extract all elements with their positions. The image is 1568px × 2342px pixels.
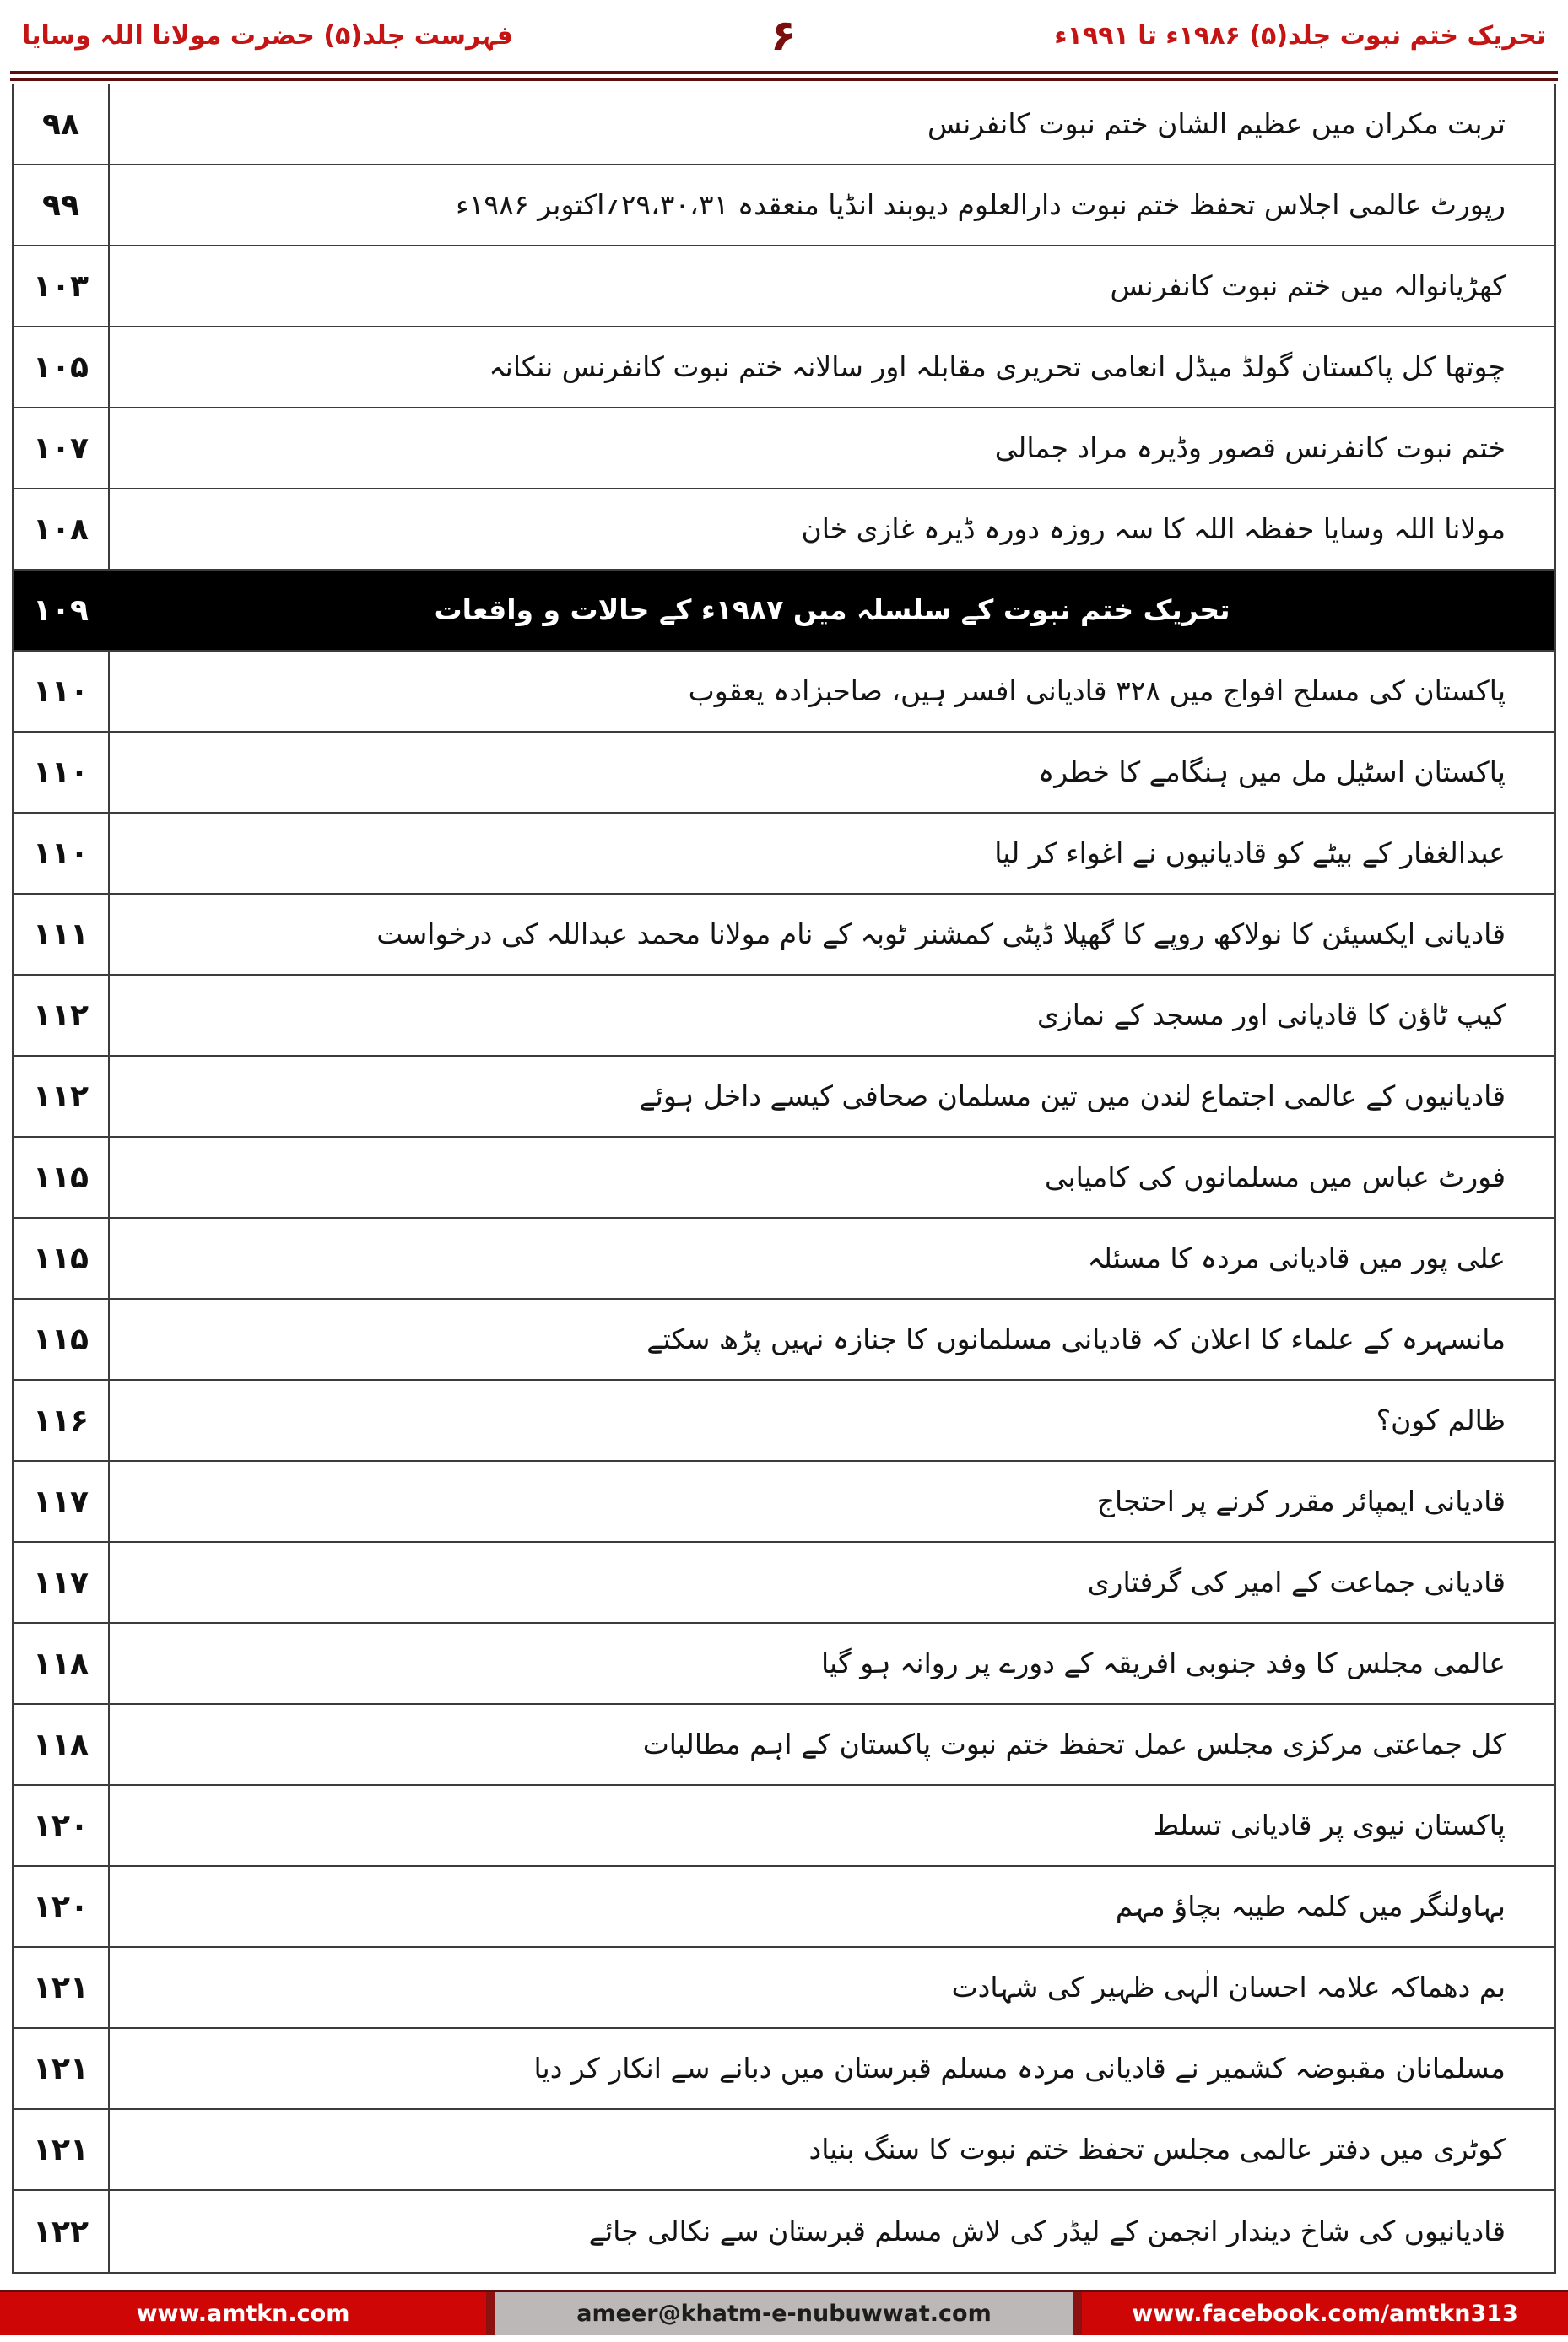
toc-row bbox=[14, 1948, 1554, 2029]
page-number: ۱۲۱ bbox=[14, 2029, 110, 2108]
toc-row bbox=[14, 814, 1554, 895]
page-number: ۱۱۰ bbox=[14, 814, 110, 893]
toc-row bbox=[14, 246, 1554, 327]
toc-row bbox=[14, 1381, 1554, 1462]
toc-row bbox=[14, 2110, 1554, 2191]
entry-title: تربت مکران میں عظیم الشان ختم نبوت کانفرنس bbox=[927, 107, 1506, 141]
toc-row bbox=[14, 408, 1554, 489]
page-number: ۹۹ bbox=[14, 165, 110, 245]
toc-section-header-row bbox=[14, 571, 1554, 652]
entry-title: عبدالغفار کے بیٹے کو قادیانیوں نے اغواء کر لیا bbox=[994, 836, 1506, 870]
header-left-title: فہرست جلد(۵) حضرت مولانا اللہ وسایا bbox=[22, 20, 513, 51]
entry-title: فورٹ عباس میں مسلمانوں کی کامیابی bbox=[1044, 1160, 1506, 1194]
page-number: ۱۰۸ bbox=[14, 489, 110, 569]
toc-row bbox=[14, 2191, 1554, 2272]
footer-email-link[interactable]: ameer@khatm-e-nubuwwat.com bbox=[495, 2292, 1073, 2335]
toc-row bbox=[14, 1543, 1554, 1624]
page-number: ۱۱۵ bbox=[14, 1219, 110, 1298]
toc-row bbox=[14, 1462, 1554, 1543]
entry-title: پاکستان نیوی پر قادیانی تسلط bbox=[1153, 1809, 1506, 1842]
entry-title: رپورٹ عالمی اجلاس تحفظ ختم نبوت دارالعلوم دیوبند انڈیا منعقدہ ۲۹،۳۰،۳۱؍اکتوبر ۱۹۸۶ء bbox=[456, 188, 1506, 222]
entry-title: کیپ ٹاؤن کا قادیانی اور مسجد کے نمازی bbox=[1036, 998, 1506, 1032]
entry-title: ظالم کون؟ bbox=[1376, 1404, 1506, 1437]
toc-row bbox=[14, 2029, 1554, 2110]
toc-row bbox=[14, 489, 1554, 571]
toc-table bbox=[12, 84, 1556, 2274]
page-header bbox=[0, 0, 1568, 71]
page-number: ۱۱۶ bbox=[14, 1381, 110, 1460]
entry-title: کھڑیانوالہ میں ختم نبوت کانفرنس bbox=[1110, 269, 1506, 303]
toc-row bbox=[14, 1705, 1554, 1786]
toc-row bbox=[14, 1138, 1554, 1219]
page-number: ۱۰۵ bbox=[14, 327, 110, 407]
toc-row bbox=[14, 165, 1554, 246]
entry-title: کل جماعتی مرکزی مجلس عمل تحفظ ختم نبوت پاکستان کے اہم مطالبات bbox=[642, 1728, 1506, 1761]
page-number: ۱۰۷ bbox=[14, 408, 110, 488]
entry-title: ختم نبوت کانفرنس قصور وڈیرہ مراد جمالی bbox=[994, 431, 1506, 465]
page-number: ۱۱۸ bbox=[14, 1624, 110, 1703]
toc-row bbox=[14, 1786, 1554, 1867]
toc-row bbox=[14, 652, 1554, 733]
entry-title: علی پور میں قادیانی مردہ کا مسئلہ bbox=[1087, 1241, 1506, 1275]
page-number: ۱۲۰ bbox=[14, 1867, 110, 1946]
toc-row bbox=[14, 1300, 1554, 1381]
entry-title: قادیانی جماعت کے امیر کی گرفتاری bbox=[1087, 1566, 1506, 1599]
toc-row bbox=[14, 1219, 1554, 1300]
entry-title: بہاولنگر میں کلمہ طیبہ بچاؤ مہم bbox=[1115, 1890, 1506, 1923]
entry-title: قادیانی ایمپائر مقرر کرنے پر احتجاج bbox=[1096, 1485, 1506, 1518]
entry-title: عالمی مجلس کا وفد جنوبی افریقہ کے دورے پر روانہ ہو گیا bbox=[820, 1647, 1506, 1680]
footer-website-link[interactable]: www.amtkn.com bbox=[0, 2292, 486, 2335]
page-number: ۱۱۸ bbox=[14, 1705, 110, 1784]
entry-title: قادیانیوں کی شاخ دیندار انجمن کے لیڈر کی لاش مسلم قبرستان سے نکالی جائے bbox=[588, 2215, 1506, 2248]
entry-title: چوتھا کل پاکستان گولڈ میڈل انعامی تحریری مقابلہ اور سالانہ ختم نبوت کانفرنس ننکانہ bbox=[489, 350, 1506, 384]
header-right-title: تحریک ختم نبوت جلد(۵) ۱۹۸۶ء تا ۱۹۹۱ء bbox=[1054, 20, 1546, 51]
page-number: ۹۸ bbox=[14, 84, 110, 164]
page-number: ۱۱۵ bbox=[14, 1138, 110, 1217]
page-number: ۱۱۲ bbox=[14, 1057, 110, 1136]
toc-row bbox=[14, 1057, 1554, 1138]
page-number: ۱۲۰ bbox=[14, 1786, 110, 1865]
page-number: ۱۲۱ bbox=[14, 1948, 110, 2027]
toc-row bbox=[14, 976, 1554, 1057]
toc-row bbox=[14, 1624, 1554, 1705]
entry-title: مانسہرہ کے علماء کا اعلان کہ قادیانی مسلمانوں کا جنازہ نہیں پڑھ سکتے bbox=[646, 1322, 1506, 1356]
header-divider-rule bbox=[10, 71, 1558, 81]
page-number: ۱۰۳ bbox=[14, 246, 110, 326]
page-footer bbox=[0, 2290, 1568, 2335]
entry-title: مسلمانان مقبوضہ کشمیر نے قادیانی مردہ مسلم قبرستان میں دبانے سے انکار کر دیا bbox=[533, 2052, 1506, 2085]
entry-title: قادیانیوں کے عالمی اجتماع لندن میں تین مسلمان صحافی کیسے داخل ہوئے bbox=[639, 1079, 1506, 1113]
entry-title: پاکستان اسٹیل مل میں ہنگامے کا خطرہ bbox=[1037, 755, 1506, 789]
toc-row bbox=[14, 895, 1554, 976]
page-number: ۱۱۷ bbox=[14, 1543, 110, 1622]
page-number: ۱۲۱ bbox=[14, 2110, 110, 2189]
entry-title: مولانا اللہ وسایا حفظہ اللہ کا سہ روزہ دورہ ڈیرہ غازی خان bbox=[801, 512, 1506, 546]
toc-row bbox=[14, 327, 1554, 408]
toc-row bbox=[14, 1867, 1554, 1948]
page-number: ۱۱۱ bbox=[14, 895, 110, 974]
toc-row bbox=[14, 84, 1554, 165]
page-number: ۱۱۲ bbox=[14, 976, 110, 1055]
page-number: ۱۲۲ bbox=[14, 2191, 110, 2272]
entry-title: بم دھماکہ علامہ احسان الٰہی ظہیر کی شہادت bbox=[951, 1971, 1506, 2004]
page-number: ۱۱۷ bbox=[14, 1462, 110, 1541]
page-number: ۱۱۰ bbox=[14, 652, 110, 731]
entry-title: پاکستان کی مسلح افواج میں ۳۲۸ قادیانی افسر ہیں، صاحبزادہ یعقوب bbox=[688, 674, 1506, 708]
toc-row bbox=[14, 733, 1554, 814]
header-page-number: ۶ bbox=[770, 11, 797, 60]
entry-title: قادیانی ایکسیئن کا نولاکھ روپے کا گھپلا ڈپٹی کمشنر ٹوبہ کے نام مولانا محمد عبداللہ کی درخواست bbox=[376, 917, 1506, 951]
entry-title: کوٹری میں دفتر عالمی مجلس تحفظ ختم نبوت کا سنگ بنیاد bbox=[808, 2133, 1506, 2166]
page-number: ۱۱۰ bbox=[14, 733, 110, 812]
page-number: ۱۱۵ bbox=[14, 1300, 110, 1379]
entry-title: تحریک ختم نبوت کے سلسلہ میں ۱۹۸۷ء کے حالات و واقعات bbox=[434, 593, 1230, 627]
footer-facebook-link[interactable]: www.facebook.com/amtkn313 bbox=[1082, 2292, 1568, 2335]
page-number: ۱۰۹ bbox=[14, 571, 110, 650]
